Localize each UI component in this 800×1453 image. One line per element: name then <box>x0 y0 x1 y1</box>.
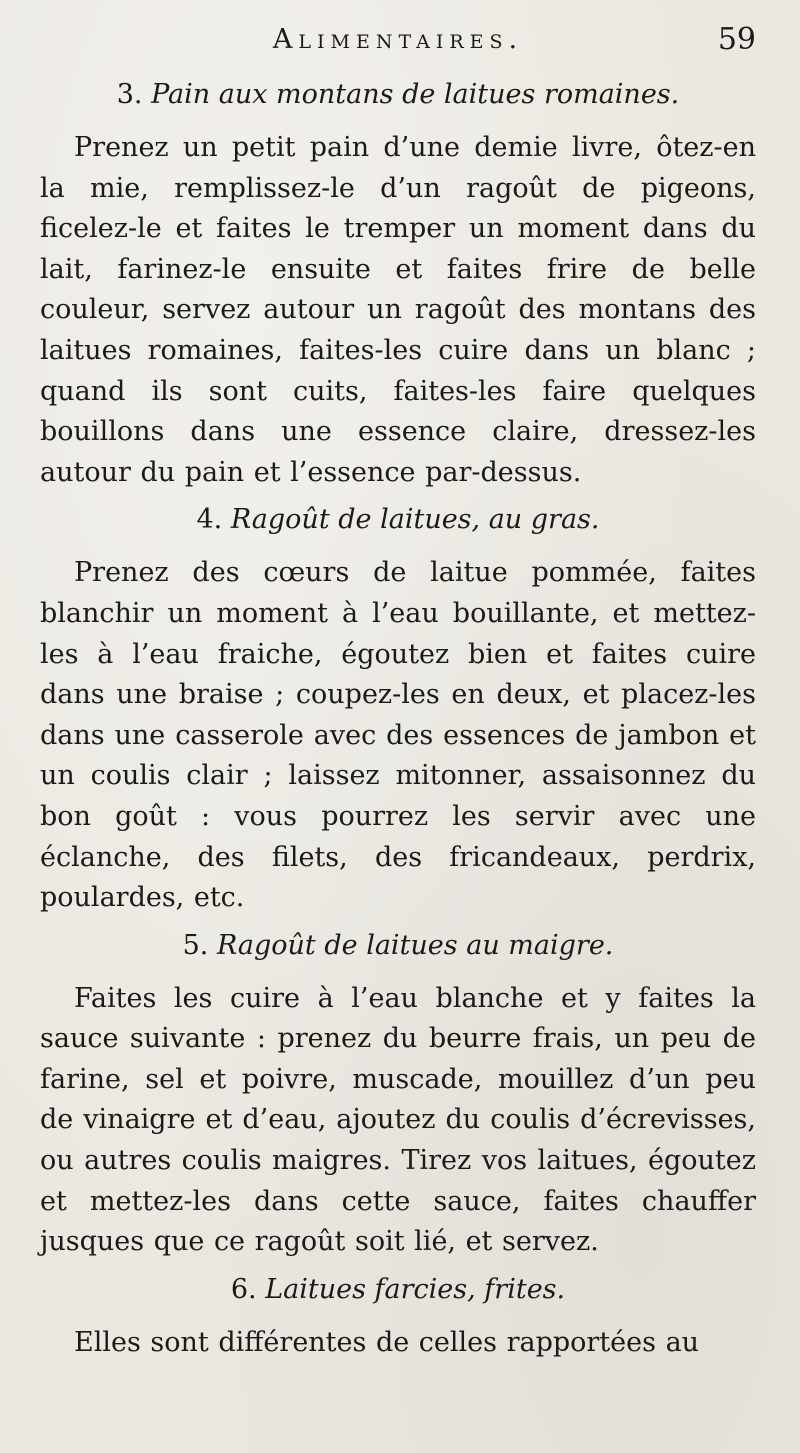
recipe-title: Ragoût de laitues, au gras. <box>230 504 600 536</box>
recipe-number: 4. <box>196 504 223 536</box>
recipe-body: Faites les cuire à l’eau blanche et y faites la sauce suivante : prenez du beurre frais, un peu de farine, sel et poivre, muscade, mouillez d’un peu de vinaigre et d’eau, ajoutez du coulis d’écrevisses, ou autres coulis maigres. Tirez vos laitues, égoutez et mettez-les dans cette sauce, faites chauffer jusques que ce ragoût soit lié, et servez. <box>40 982 756 1258</box>
recipe-number: 5. <box>182 929 209 961</box>
running-title: Alimentaires. <box>272 24 524 55</box>
recipe-heading <box>40 927 756 965</box>
recipe-heading <box>40 501 756 539</box>
recipe-heading <box>40 1271 756 1309</box>
running-head <box>40 22 756 62</box>
recipe-body: Elles sont différentes de celles rapportées au <box>74 1326 700 1358</box>
page-number: 59 <box>717 22 756 57</box>
recipe-body: Prenez des cœurs de laitue pommée, faites blanchir un moment à l’eau bouillante, et mettez-les à l’eau fraiche, égoutez bien et faites cuire dans une braise ; coupez-les en deux, et placez-les dans une casserole avec des essences de jambon et un coulis clair ; laissez mitonner, assaisonnez du bon goût : vous pourrez les servir avec une éclanche, des filets, des fricandeaux, perdrix, poulardes, etc. <box>40 557 756 914</box>
recipe-title: Laitues farcies, frites. <box>265 1273 566 1305</box>
recipe-body: Prenez un petit pain d’une demie livre, ôtez-en la mie, remplissez-le d’un ragoût de pigeons, ficelez-le et faites le tremper un moment dans du lait, farinez-le ensuite et faites frire de belle couleur, servez autour un ragoût des montans des laitues romaines, faites-les cuire dans un blanc ; quand ils sont cuits, faites-les faire quelques bouillons dans une essence claire, dressez-les autour du pain et l’essence par-dessus. <box>40 132 756 488</box>
recipe-title: Ragoût de laitues au maigre. <box>216 929 614 961</box>
recipe-heading <box>40 76 756 114</box>
recipe-title: Pain aux montans de laitues romaines. <box>151 79 680 110</box>
recipe-number: 6. <box>230 1273 257 1305</box>
recipe-number: 3. <box>116 79 143 110</box>
